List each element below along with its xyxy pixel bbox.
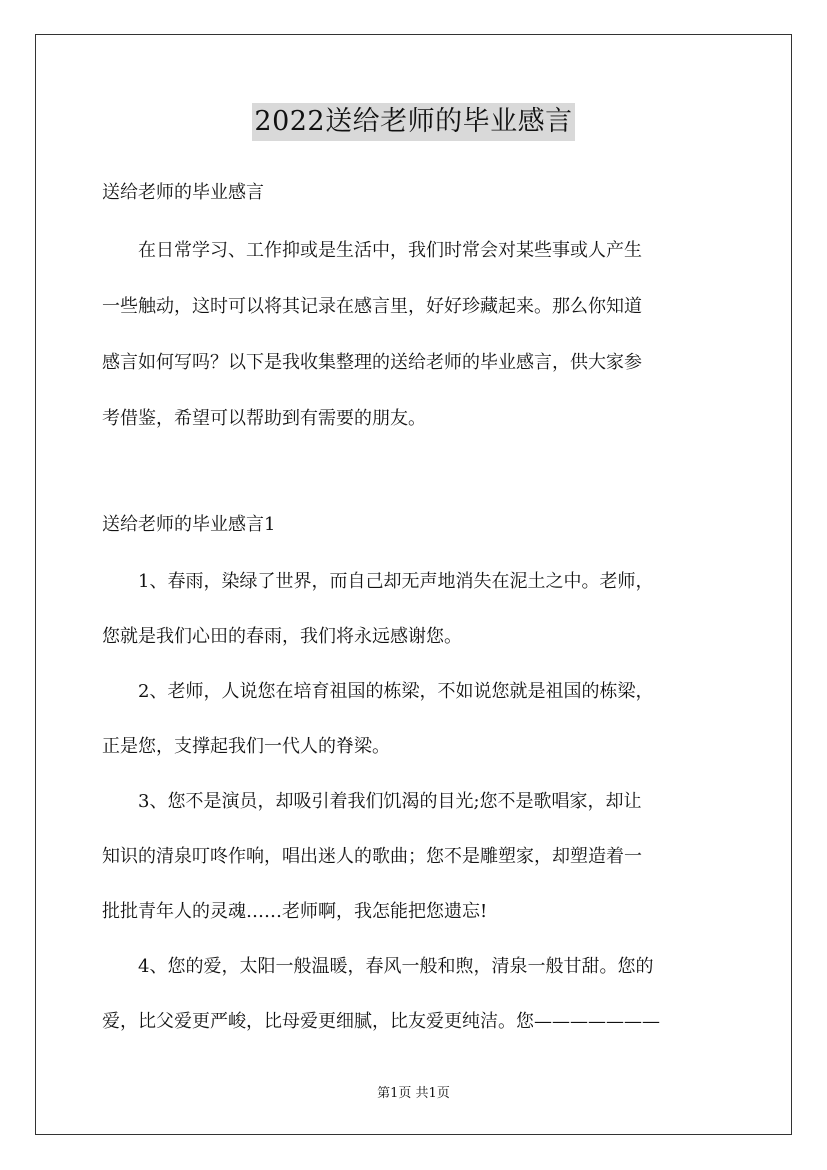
paragraph-line: 您就是我们心田的春雨，我们将永远感谢您。 [102, 626, 462, 647]
paragraph-line: 考借鉴，希望可以帮助到有需要的朋友。 [102, 408, 426, 429]
paragraph-line: 批批青年人的灵魂……老师啊，我怎能把您遗忘! [102, 901, 488, 922]
paragraph-line: 感言如何写吗？以下是我收集整理的送给老师的毕业感言，供大家参 [102, 352, 642, 373]
document-body [102, 176, 730, 1035]
page-footer: 第1页 共1页 [377, 1086, 450, 1101]
section-heading: 送给老师的毕业感言1 [102, 514, 276, 535]
title-container [0, 103, 827, 141]
paragraph-line: 3、您不是演员，却吸引着我们饥渴的目光;您不是歌唱家，却让 [102, 791, 642, 812]
paragraph-line: 知识的清泉叮咚作响，唱出迷人的歌曲；您不是雕塑家，却塑造着一 [102, 846, 642, 867]
section-heading: 送给老师的毕业感言 [102, 182, 264, 203]
paragraph-line: 爱，比父爱更严峻，比母爱更细腻，比友爱更纯洁。您——————— [102, 1011, 660, 1032]
paragraph-line: 一些触动，这时可以将其记录在感言里，好好珍藏起来。那么你知道 [102, 296, 642, 317]
paragraph-line: 4、您的爱，太阳一般温暖，春风一般和煦，清泉一般甘甜。您的 [102, 956, 654, 977]
document-title: 2022送给老师的毕业感言 [252, 103, 574, 141]
paragraph-line: 1、春雨，染绿了世界，而自己却无声地消失在泥土之中。老师， [102, 571, 654, 592]
paragraph-line: 正是您，支撑起我们一代人的脊梁。 [102, 736, 390, 757]
paragraph-line: 在日常学习、工作抑或是生活中，我们时常会对某些事或人产生 [102, 240, 642, 261]
paragraph-line: 2、老师，人说您在培育祖国的栋梁，不如说您就是祖国的栋梁， [102, 681, 654, 702]
